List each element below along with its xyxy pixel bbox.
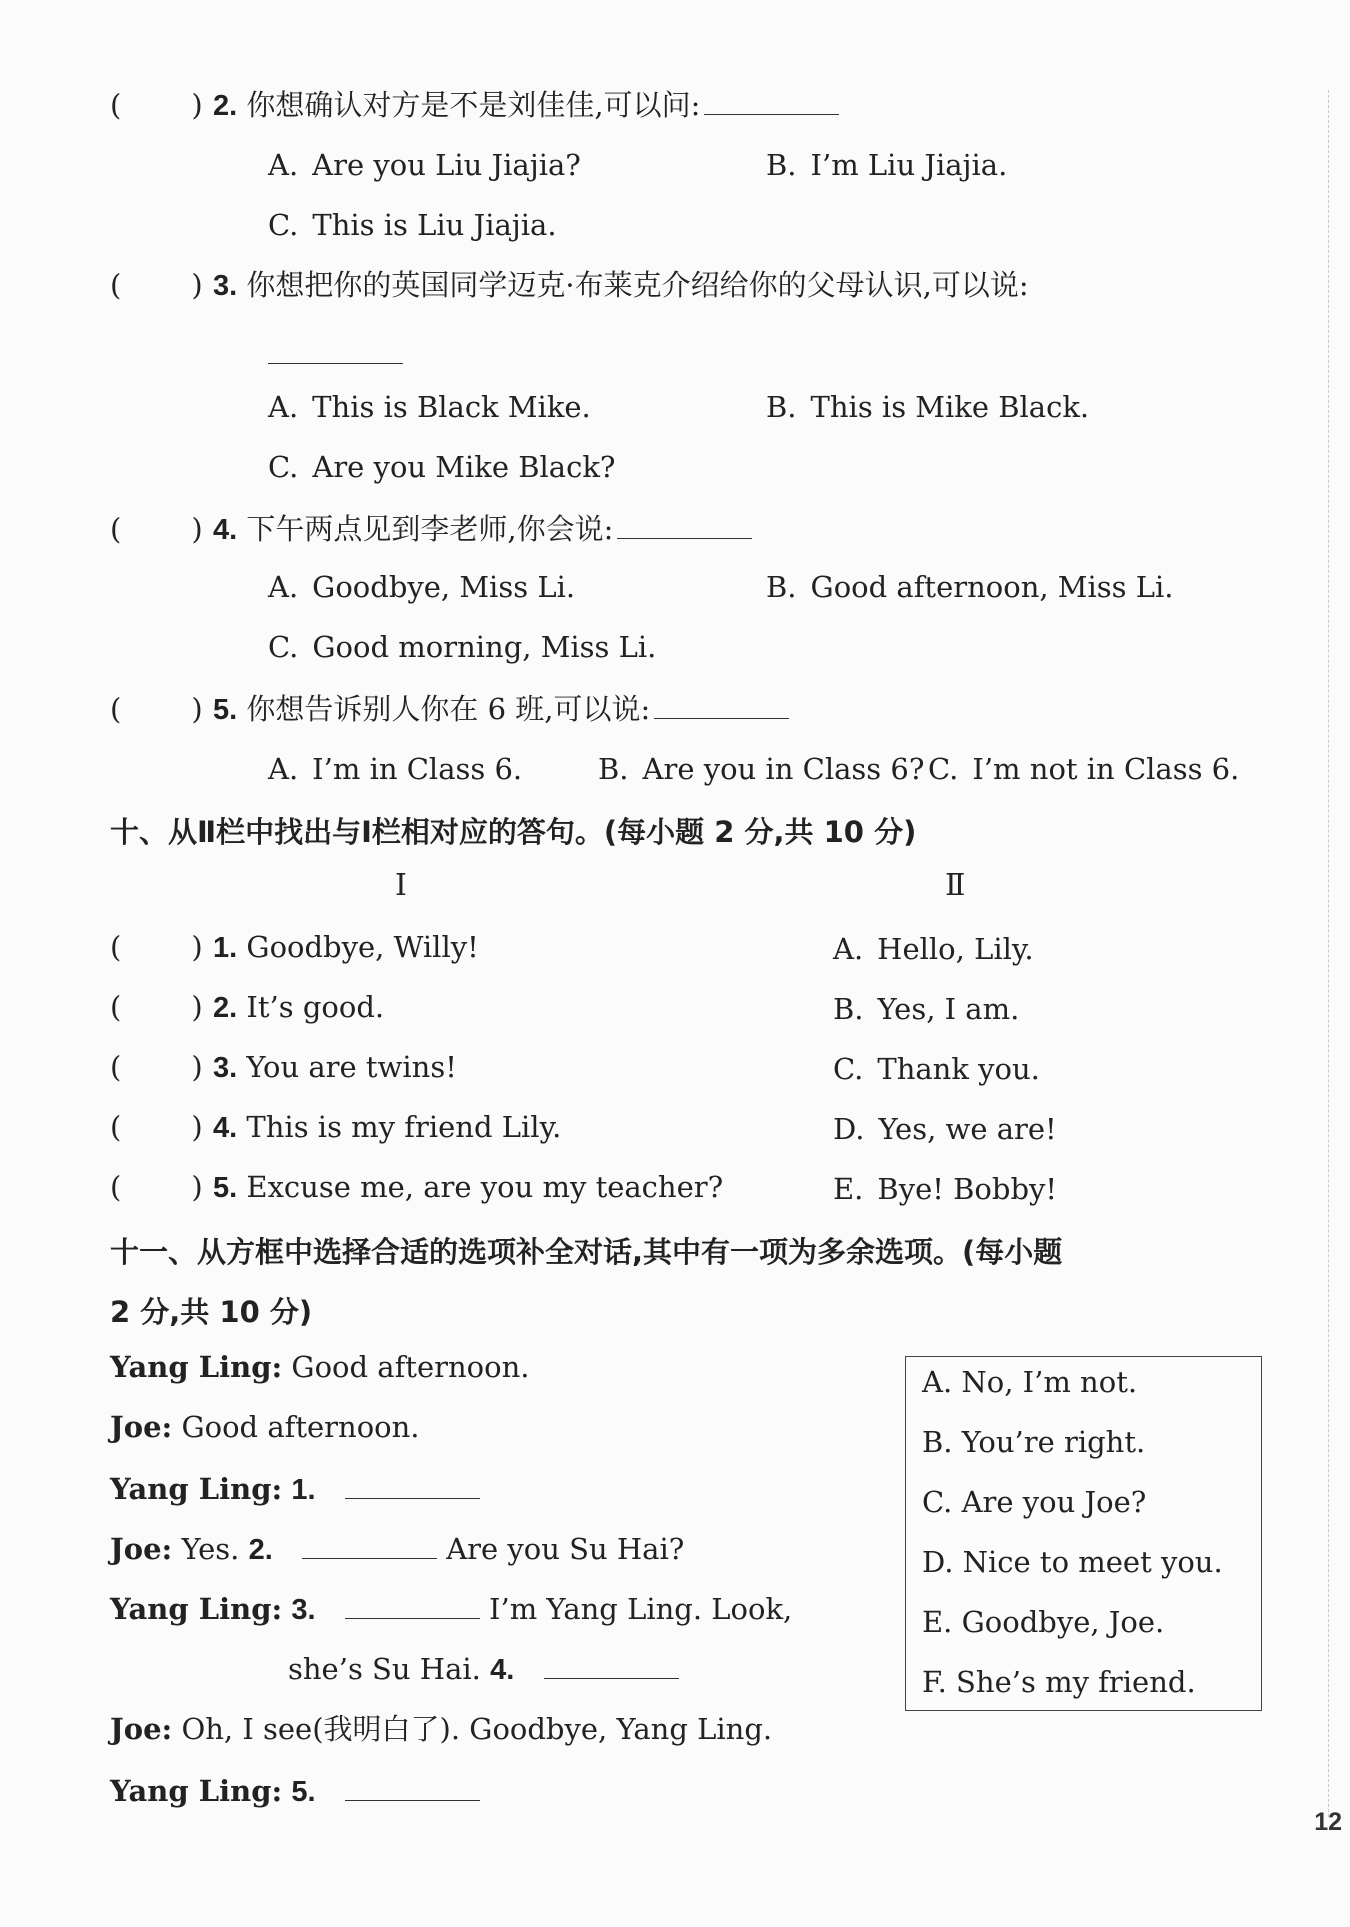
question-prompt: 你想确认对方是不是刘佳佳,可以问: [246, 88, 701, 122]
box-option-b: B. You’re right. [922, 1425, 1146, 1459]
match-right-c: C. Thank you. [833, 1052, 1040, 1086]
answer-blank[interactable] [617, 510, 752, 539]
answer-paren[interactable]: ( ) [110, 1050, 203, 1084]
dialogue-line-8: Yang Ling: 5. [110, 1772, 480, 1810]
dialogue-line-7: Joe: Oh, I see(我明白了). Goodbye, Yang Ling. [110, 1712, 773, 1746]
question-3 [110, 268, 1029, 304]
column-2-header: Ⅱ [945, 868, 966, 903]
answer-paren[interactable]: ( ) [110, 512, 203, 546]
answer-paren[interactable]: ( ) [110, 692, 203, 726]
match-left-1: ( ) 1. Goodbye, Willy! [110, 930, 479, 964]
match-left-2: ( ) 2. It’s good. [110, 990, 385, 1024]
dialogue-line-3: Yang Ling: 1. [110, 1470, 480, 1508]
question-prompt: 下午两点见到李老师,你会说: [246, 512, 614, 546]
question-5 [110, 690, 789, 728]
question-prompt: 你想把你的英国同学迈克·布莱克介绍给你的父母认识,可以说: [246, 268, 1029, 302]
match-right-a: A. Hello, Lily. [833, 932, 1034, 966]
q4-option-b: B. Good afternoon, Miss Li. [766, 570, 1174, 604]
q4-option-a: A. Goodbye, Miss Li. [268, 570, 576, 604]
answer-blank[interactable] [302, 1530, 437, 1559]
match-left-3: ( ) 3. You are twins! [110, 1050, 457, 1084]
question-4 [110, 510, 752, 548]
answer-blank[interactable] [704, 86, 839, 115]
answer-blank[interactable] [345, 1590, 480, 1619]
dialogue-line-6: she’s Su Hai. 4. [288, 1650, 679, 1688]
page-number: 12 [1314, 1808, 1342, 1836]
section-11-title-line1: 十一、从方框中选择合适的选项补全对话,其中有一项为多余选项。(每小题 [110, 1235, 1063, 1269]
dialogue-line-4: Joe: Yes. 2. Are you Su Hai? [110, 1532, 685, 1566]
column-1-header: Ⅰ [395, 868, 407, 903]
match-left-5: ( ) 5. Excuse me, are you my teacher? [110, 1170, 724, 1204]
q5-option-c: C. I’m not in Class 6. [928, 752, 1240, 786]
question-number: 4. [213, 514, 238, 546]
answer-paren[interactable]: ( ) [110, 930, 203, 964]
match-left-4: ( ) 4. This is my friend Lily. [110, 1110, 562, 1144]
q2-option-a: A. Are you Liu Jiajia? [268, 148, 581, 182]
match-right-d: D. Yes, we are! [833, 1112, 1057, 1146]
section-11-title-line2: 2 分,共 10 分) [110, 1295, 313, 1329]
answer-blank[interactable] [544, 1650, 679, 1679]
dialogue-line-2: Joe: Good afternoon. [110, 1410, 420, 1444]
question-number: 5. [213, 694, 238, 726]
q3-answer-blank-line[interactable] [268, 335, 403, 372]
dialogue-line-5: Yang Ling: 3. I’m Yang Ling. Look, [110, 1592, 793, 1626]
answer-paren[interactable]: ( ) [110, 1110, 203, 1144]
dialogue-line-1: Yang Ling: Good afternoon. [110, 1350, 530, 1384]
box-option-d: D. Nice to meet you. [922, 1545, 1223, 1579]
answer-paren[interactable]: ( ) [110, 88, 203, 122]
answer-blank[interactable] [345, 1772, 480, 1801]
answer-blank[interactable] [654, 690, 789, 719]
match-right-e: E. Bye! Bobby! [833, 1172, 1058, 1206]
margin-fold-line [1328, 90, 1329, 1817]
q2-option-b: B. I’m Liu Jiajia. [766, 148, 1008, 182]
box-option-f: F. She’s my friend. [922, 1665, 1196, 1699]
question-2 [110, 86, 839, 124]
q3-option-a: A. This is Black Mike. [268, 390, 591, 424]
q3-option-b: B. This is Mike Black. [766, 390, 1090, 424]
q4-option-c: C. Good morning, Miss Li. [268, 630, 657, 664]
section-10-title: 十、从Ⅱ栏中找出与Ⅰ栏相对应的答句。(每小题 2 分,共 10 分) [110, 815, 917, 849]
box-option-e: E. Goodbye, Joe. [922, 1605, 1165, 1639]
question-prompt: 你想告诉别人你在 6 班,可以说: [246, 692, 651, 726]
q5-option-a: A. I’m in Class 6. [268, 752, 523, 786]
q3-option-c: C. Are you Mike Black? [268, 450, 616, 484]
q2-option-c: C. This is Liu Jiajia. [268, 208, 557, 242]
box-option-a: A. No, I’m not. [922, 1365, 1138, 1399]
answer-blank[interactable] [345, 1470, 480, 1499]
answer-paren[interactable]: ( ) [110, 990, 203, 1024]
q5-option-b: B. Are you in Class 6? [598, 752, 925, 786]
answer-paren[interactable]: ( ) [110, 1170, 203, 1204]
options-box [905, 1356, 1262, 1711]
question-number: 2. [213, 90, 238, 122]
match-right-b: B. Yes, I am. [833, 992, 1020, 1026]
answer-paren[interactable]: ( ) [110, 268, 203, 302]
question-number: 3. [213, 270, 238, 302]
box-option-c: C. Are you Joe? [922, 1485, 1147, 1519]
